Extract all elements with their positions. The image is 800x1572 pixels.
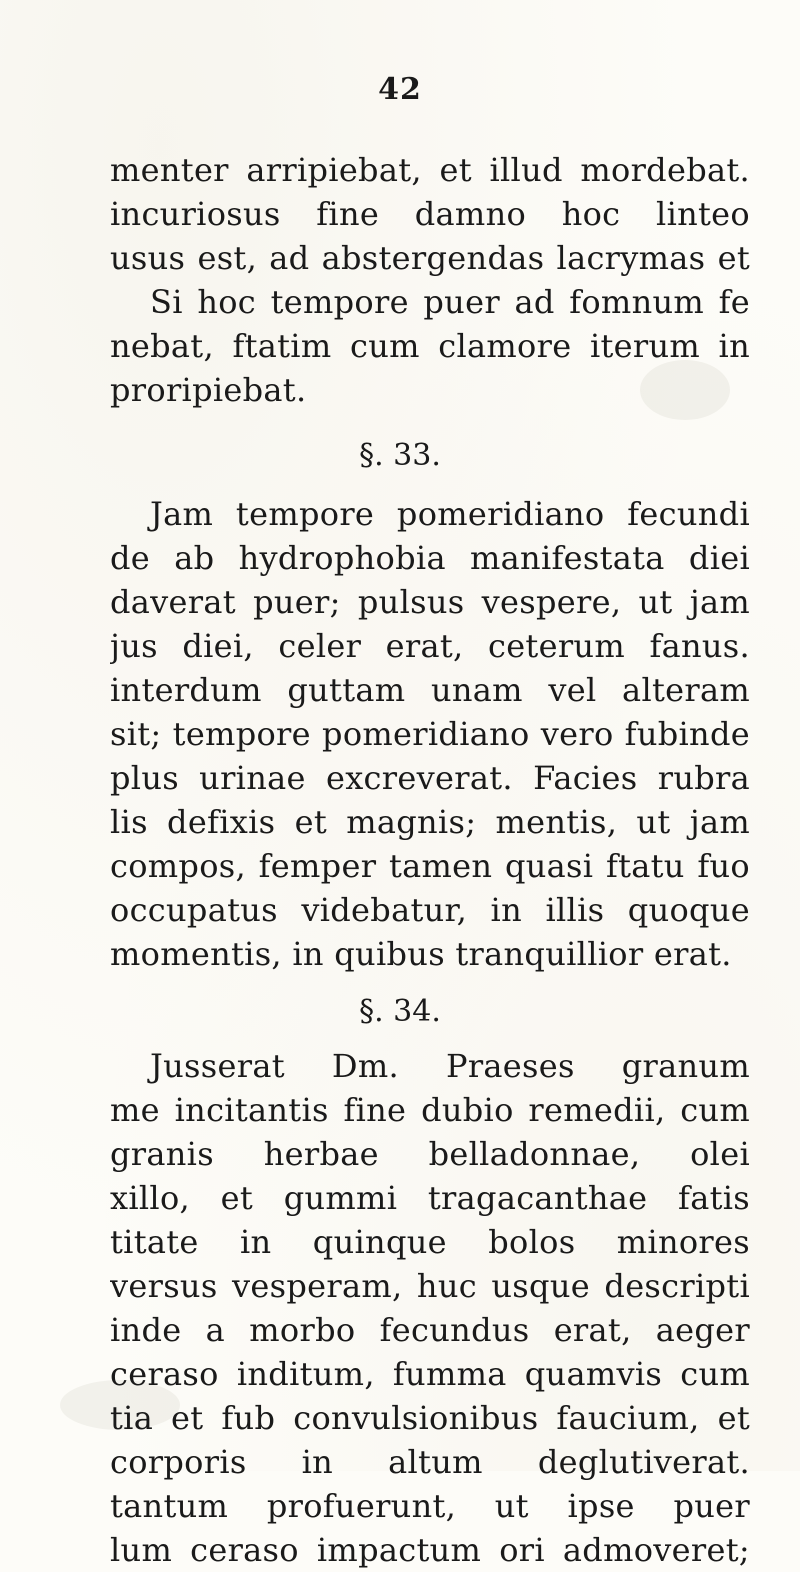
text-line: daverat puer; pulsus vespere, ut jam [110,583,750,621]
text-line: ceraso inditum, fumma quamvis cum [110,1355,750,1393]
text-line: momentis, in quibus tranquillior erat. [110,935,732,973]
text-line: nebat, ftatim cum clamore iterum in [110,327,750,365]
text-line: titate in quinque bolos minores [110,1223,750,1261]
text-line: tia et fub convulsionibus faucium, et [110,1399,750,1437]
paragraph-1 [110,148,750,412]
text-line: granis herbae belladonnae, olei [110,1135,750,1173]
text-line: inde a morbo fecundus erat, aeger [110,1311,750,1349]
text-line: de ab hydrophobia manifestata diei [110,539,750,577]
text-line: interdum guttam unam vel alteram [110,671,750,709]
section-heading-34: §. 34. [359,994,441,1029]
text-line: corporis in altum deglutiverat. [110,1443,750,1481]
text-line: compos, femper tamen quasi ftatu fuo [110,847,750,885]
paragraph-2 [110,492,750,976]
text-line: Jusserat Dm. Praeses granum [150,1047,750,1085]
text-line: Jam tempore pomeridiano fecundi [150,495,750,533]
section-heading-33: §. 33. [359,438,441,473]
text-line: occupatus videbatur, in illis quoque [110,891,750,929]
text-line: incuriosus fine damno hoc linteo [110,195,750,233]
text-line: tantum profuerunt, ut ipse puer [110,1487,750,1525]
text-line: versus vesperam, huc usque descripti [110,1267,750,1305]
text-line: me incitantis fine dubio remedii, cum [110,1091,750,1129]
text-line: plus urinae excreverat. Facies rubra [110,759,750,797]
text-line: jus diei, celer erat, ceterum fanus. [110,627,750,665]
text-line: sit; tempore pomeridiano vero fubinde [110,715,750,753]
text-line: lis defixis et magnis; mentis, ut jam [110,803,750,841]
text-line: menter arripiebat, et illud mordebat. [110,151,750,189]
text-line: xillo, et gummi tragacanthae fatis [110,1179,750,1217]
paragraph-3 [110,1044,750,1572]
text-line: proripiebat. [110,371,307,409]
text-line: lum ceraso impactum ori admoveret; [110,1531,750,1569]
text-line: Si hoc tempore puer ad fomnum fe [150,283,750,321]
text-line: usus est, ad abstergendas lacrymas et [110,239,750,277]
page-number: 42 [378,72,422,107]
